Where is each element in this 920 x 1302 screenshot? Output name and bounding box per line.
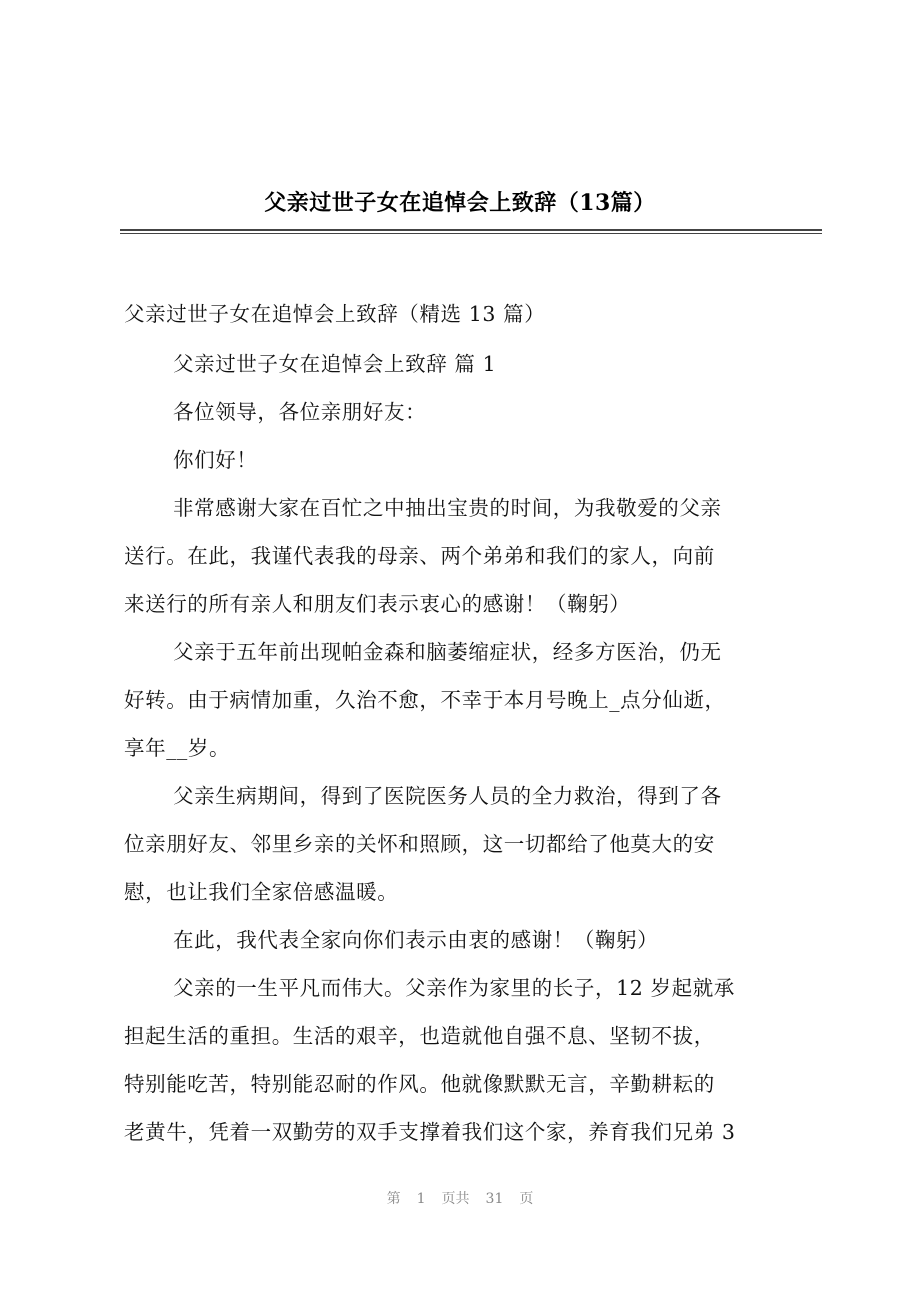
body-line: 位亲朋好友、邻里乡亲的关怀和照顾，这一切都给了他莫大的安 (124, 832, 715, 856)
body-line: 你们好！ (173, 448, 258, 472)
title-divider (120, 229, 822, 234)
body-line: 担起生活的重担。生活的艰辛，也造就他自强不息、坚韧不拔， (124, 1024, 715, 1048)
body-line: 在此，我代表全家向你们表示由衷的感谢！（鞠躬） (173, 928, 659, 952)
section-heading: 父亲过世子女在追悼会上致辞 篇 1 (173, 352, 497, 376)
body-line: 父亲的一生平凡而伟大。父亲作为家里的长子，12 岁起就承 (173, 976, 735, 1000)
body-line: 各位领导，各位亲朋好友： (173, 400, 427, 424)
document-title: 父亲过世子女在追悼会上致辞（13篇） (264, 190, 656, 216)
document-subtitle: 父亲过世子女在追悼会上致辞（精选 13 篇） (124, 302, 546, 326)
body-line: 送行。在此，我谨代表我的母亲、两个弟弟和我们的家人，向前 (124, 544, 715, 568)
body-line: 父亲于五年前出现帕金森和脑萎缩症状，经多方医治，仍无 (173, 640, 722, 664)
footer-suffix: 页 (519, 1191, 534, 1207)
body-line: 享年__岁。 (124, 736, 231, 760)
total-pages: 31 (485, 1191, 504, 1207)
body-line: 父亲生病期间，得到了医院医务人员的全力救治，得到了各 (173, 784, 722, 808)
footer-prefix: 第 (386, 1191, 401, 1207)
footer-middle: 页共 (441, 1191, 470, 1207)
body-line: 非常感谢大家在百忙之中抽出宝贵的时间，为我敬爱的父亲 (173, 496, 722, 520)
body-line: 来送行的所有亲人和朋友们表示衷心的感谢！（鞠躬） (124, 592, 631, 616)
body-line: 慰，也让我们全家倍感温暖。 (124, 880, 399, 904)
body-line: 好转。由于病情加重，久治不愈，不幸于本月号晚上_点分仙逝， (124, 688, 726, 712)
page-footer (0, 1188, 920, 1208)
current-page-number: 1 (416, 1191, 426, 1207)
body-line: 特别能吃苦，特别能忍耐的作风。他就像默默无言，辛勤耕耘的 (124, 1072, 715, 1096)
body-line: 老黄牛，凭着一双勤劳的双手支撑着我们这个家，养育我们兄弟 3 (124, 1120, 736, 1144)
